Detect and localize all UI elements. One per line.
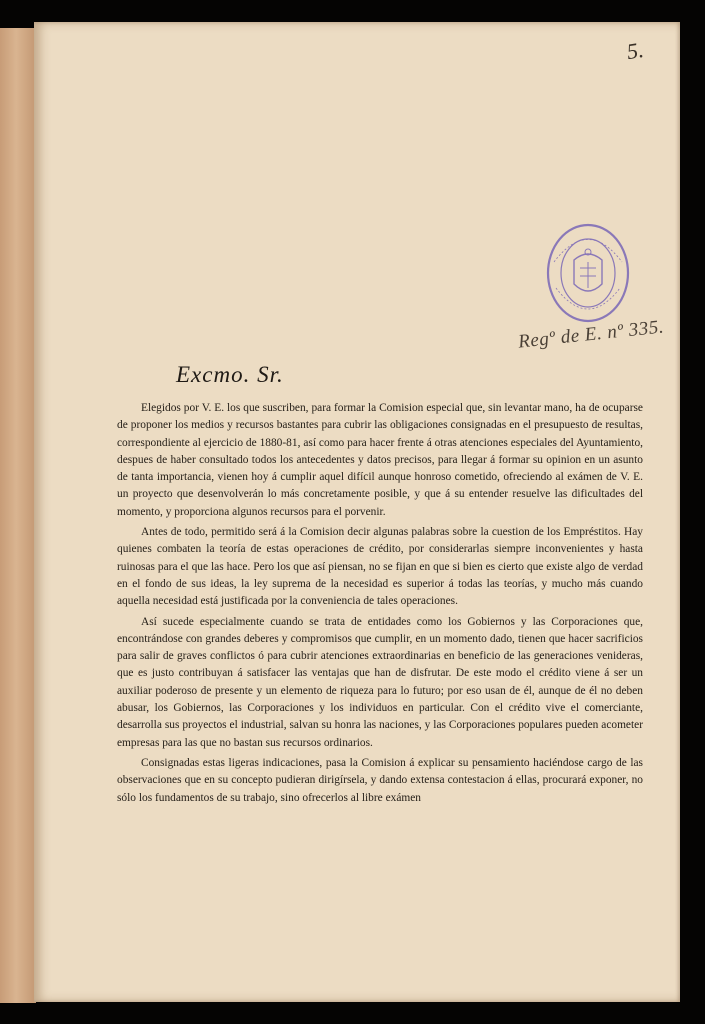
page-number: 5. — [625, 36, 646, 65]
library-stamp-icon — [544, 222, 632, 324]
registry-annotation: Regº de E. nº 335. — [517, 316, 666, 353]
paragraph-4: Consignadas estas ligeras indicaciones, pasa la Comision á explicar su pensamiento haciéndose cargo de las observaciones que en su concepto pudieran dirigírsela, y dando extensa contestacion á ellas, procurará exponer, no sólo los fundamentos de su trabajo, sino ofrecerlos al libre exámen — [117, 756, 643, 804]
paragraph-3: Así sucede especialmente cuando se trata de entidades como los Gobiernos y las Corporaciones que, encontrándose con grandes deberes y compromisos que cumplir, en un momento dado, tienen que hacer sacrificios para salir de graves conflictos ó para cubrir atenciones extraordinarias en beneficio de las generaciones venideras, que es justo contribuyan á satisfacer las ventajas que han de disfrutar. De este modo el crédito viene á ser un auxiliar poderoso de presente y un elemento de riqueza para lo futuro; por eso usan de él, aunque de él no deben abusar, los Gobiernos, las Corporaciones y los individuos en particular. Con el crédito vive el comerciante, desarrolla sus proyectos el industrial, salvan su honra las naciones, y las Corporaciones populares pueden acometer empresas para las que no bastan sus recursos ordinarios. — [117, 615, 643, 749]
paragraph-2: Antes de todo, permitido será á la Comision decir algunas palabras sobre la cuestion de los Empréstitos. Hay quienes combaten la teoría de estas operaciones de crédito, por considerarlas siempre inconvenientes y hasta ruinosas para el que las hace. Pero los que así piensan, no se fijan en que si bien es cierto que existe algo de verdad en el fondo de sus ideas, la ley suprema de la necesidad es superior á todas las teorías, y mucho más cuando aquella necesidad está justificada por la conveniencia de tales operaciones. — [117, 526, 643, 608]
book-binding-edge — [0, 28, 36, 1003]
salutation-heading: Excmo. Sr. — [176, 362, 284, 387]
paragraph-1: Elegidos por V. E. los que suscriben, para formar la Comision especial que, sin levantar mano, ha de ocuparse de proponer los medios y recursos bastantes para cubrir las obligaciones consignadas en el presupuesto de resultas, correspondiente al ejercicio de 1880-81, así como para hacer frente á otras atenciones especiales del Ayuntamiento, despues de haber consultado todos los antecedentes y datos precisos, para llegar á formar su opinion en un asunto de tanta importancia, vienen hoy á cumplir aquel difícil aunque honroso cometido, ofreciendo al exámen de V. E. un proyecto que desenvolverán lo más concretamente posible, y que á su entender resuelve las dificultades del momento, y proporciona algunos recursos para el porvenir. — [117, 402, 643, 518]
document-page — [34, 22, 680, 1002]
document-body — [117, 400, 643, 810]
